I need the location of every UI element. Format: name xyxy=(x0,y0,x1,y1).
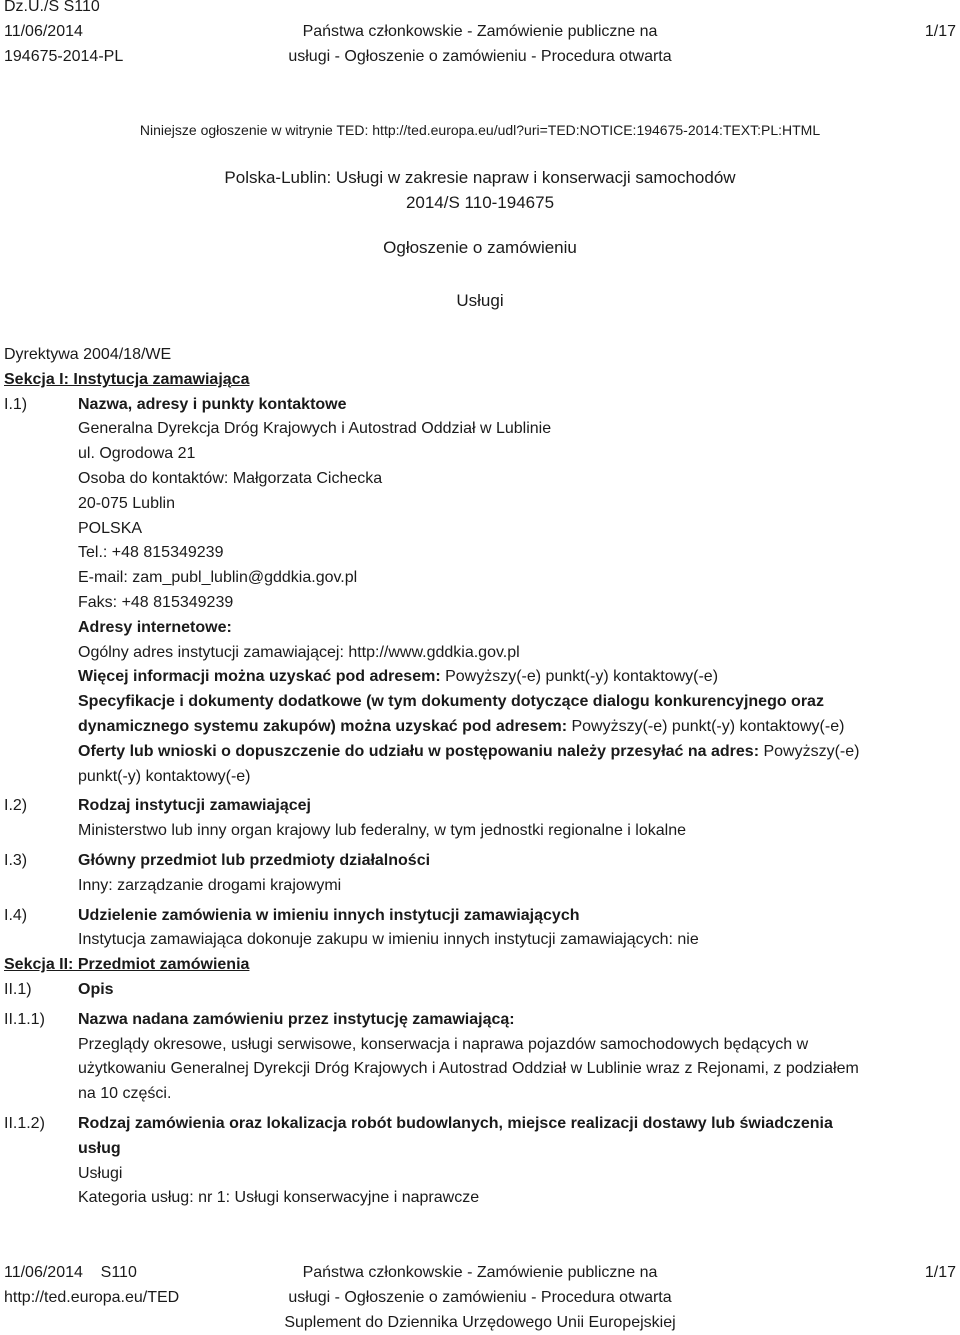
section-2-heading: Sekcja II: Przedmiot zamówienia xyxy=(4,956,250,974)
item-number: I.3) xyxy=(4,851,28,869)
title-line-1: Polska-Lublin: Usługi w zakresie napraw i konserwacji samochodów xyxy=(224,168,736,187)
notice-id: 194675-2014-PL xyxy=(4,47,124,65)
header-center-line-1: Państwa członkowskie - Zamówienie publiczne na xyxy=(302,22,658,40)
item-i-4 xyxy=(4,904,954,954)
item-title-line-1: Rodzaj zamówienia oraz lokalizacja robót budowlanych, miejsce realizacji dostawy lub świadczenia xyxy=(78,1114,833,1132)
contact-person: Osoba do kontaktów: Małgorzata Cichecka xyxy=(78,469,383,487)
footer-date-series: 11/06/2014 S110 xyxy=(4,1264,137,1281)
item-number: II.1.1) xyxy=(4,1010,45,1028)
internet-addresses-heading: Adresy internetowe: xyxy=(78,618,232,636)
contract-name-line-3: na 10 części. xyxy=(78,1085,172,1103)
org-name: Generalna Dyrekcja Dróg Krajowych i Autostrad Oddział w Lublinie xyxy=(78,420,552,438)
item-number: I.1) xyxy=(4,395,28,413)
fax: Faks: +48 815349239 xyxy=(78,593,234,611)
notice-category: Usługi xyxy=(456,291,504,310)
general-address-link[interactable]: Ogólny adres instytucji zamawiającej: http://www.gddkia.gov.pl xyxy=(78,643,520,661)
item-title: Nazwa nadana zamówieniu przez instytucję zamawiającą: xyxy=(78,1010,515,1028)
item-title-line-2: usług xyxy=(78,1139,121,1157)
footer-ted-link[interactable]: http://ted.europa.eu/TED xyxy=(4,1288,180,1306)
more-info xyxy=(78,665,954,690)
spec-docs xyxy=(78,715,954,740)
item-ii-1-2 xyxy=(4,1112,954,1211)
item-text: Instytucja zamawiająca dokonuje zakupu w imieniu innych instytucji zamawiających: nie xyxy=(78,931,699,949)
footer-center xyxy=(250,1261,710,1335)
footer-left xyxy=(4,1261,244,1311)
item-title: Opis xyxy=(78,980,114,998)
footer-page-number: 1/17 xyxy=(924,1264,956,1281)
footer-center-line-1: Państwa członkowskie - Zamówienie publiczne na xyxy=(302,1264,658,1281)
notice-content xyxy=(4,343,954,1211)
header-center-line-2: usługi - Ogłoszenie o zamówieniu - Procedura otwarta xyxy=(288,47,672,65)
item-ii-1 xyxy=(4,978,954,1003)
phone: Tel.: +48 815349239 xyxy=(78,544,224,562)
spec-label-2: dynamicznego systemu zakupów) można uzyskać pod adresem: xyxy=(78,717,568,735)
item-i-2 xyxy=(4,794,954,844)
city: 20-075 Lublin xyxy=(78,494,175,512)
item-text: Ministerstwo lub inny organ krajowy lub federalny, w tym jednostki regionalne i lokalne xyxy=(78,822,686,840)
doc-type: Ogłoszenie o zamówieniu xyxy=(383,238,577,257)
more-info-label: Więcej informacji można uzyskać pod adresem: xyxy=(78,668,441,686)
offers-value-2: punkt(-y) kontaktowy(-e) xyxy=(78,767,251,785)
item-title: Nazwa, adresy i punkty kontaktowe xyxy=(78,395,347,413)
item-title: Główny przedmiot lub przedmioty działalności xyxy=(78,851,431,869)
footer-center-line-2: usługi - Ogłoszenie o zamówieniu - Procedura otwarta xyxy=(288,1288,672,1306)
more-info-value: Powyższy(-e) punkt(-y) kontaktowy(-e) xyxy=(440,668,719,686)
item-i-1 xyxy=(4,393,954,790)
item-number: II.1.2) xyxy=(4,1114,45,1132)
footer-center-line-3: Suplement do Dziennika Urzędowego Unii Europejskiej xyxy=(284,1313,676,1331)
title-line-2: 2014/S 110-194675 xyxy=(405,192,555,212)
directive: Dyrektywa 2004/18/WE xyxy=(4,346,172,363)
header-center xyxy=(250,20,710,70)
service-category: Kategoria usług: nr 1: Usługi konserwacyjne i naprawcze xyxy=(78,1189,480,1207)
item-title: Udzielenie zamówienia w imieniu innych instytucji zamawiających xyxy=(78,906,580,924)
email-link[interactable]: E-mail: zam_publ_lublin@gddkia.gov.pl xyxy=(78,569,358,587)
country: POLSKA xyxy=(78,519,143,537)
item-title: Rodzaj instytucji zamawiającej xyxy=(78,797,311,815)
contract-type: Usługi xyxy=(78,1164,123,1182)
header-page-number: 1/17 xyxy=(924,22,956,40)
section-1-heading: Sekcja I: Instytucja zamawiająca xyxy=(4,370,250,388)
header-left xyxy=(4,0,244,69)
item-number: I.2) xyxy=(4,797,28,815)
spec-label-1: Specyfikacje i dokumenty dodatkowe (w tym dokumenty dotyczące dialogu konkurencyjnego oraz xyxy=(78,693,824,711)
offers-value: Powyższy(-e) xyxy=(759,742,860,760)
contract-name-line-1: Przeglądy okresowe, usługi serwisowe, konserwacja i naprawa pojazdów samochodowych będących w xyxy=(78,1035,809,1053)
street: ul. Ogrodowa 21 xyxy=(78,445,196,463)
item-number: I.4) xyxy=(4,906,28,924)
ted-notice-line[interactable]: Niniejsze ogłoszenie w witrynie TED: http://ted.europa.eu/udl?uri=TED:NOTICE:194675-2014:TEXT:PL:HTML xyxy=(139,122,821,138)
contract-name-line-2: użytkowaniu Generalnej Dyrekcji Dróg Krajowych i Autostrad Oddział w Lublinie wraz z Rejonami, z podziałem xyxy=(78,1060,859,1078)
item-ii-1-1 xyxy=(4,1008,954,1107)
header-date: 11/06/2014 xyxy=(4,22,83,40)
spec-value: Powyższy(-e) punkt(-y) kontaktowy(-e) xyxy=(567,717,845,735)
item-i-3 xyxy=(4,849,954,899)
journal-ref: Dz.U./S S110 xyxy=(4,0,100,15)
offers-label: Oferty lub wnioski o dopuszczenie do udziału w postępowaniu należy przesyłać na adres: xyxy=(78,742,760,760)
item-text: Inny: zarządzanie drogami krajowymi xyxy=(78,876,342,894)
offers xyxy=(78,740,954,765)
notice-title xyxy=(0,166,960,216)
item-number: II.1) xyxy=(4,980,32,998)
